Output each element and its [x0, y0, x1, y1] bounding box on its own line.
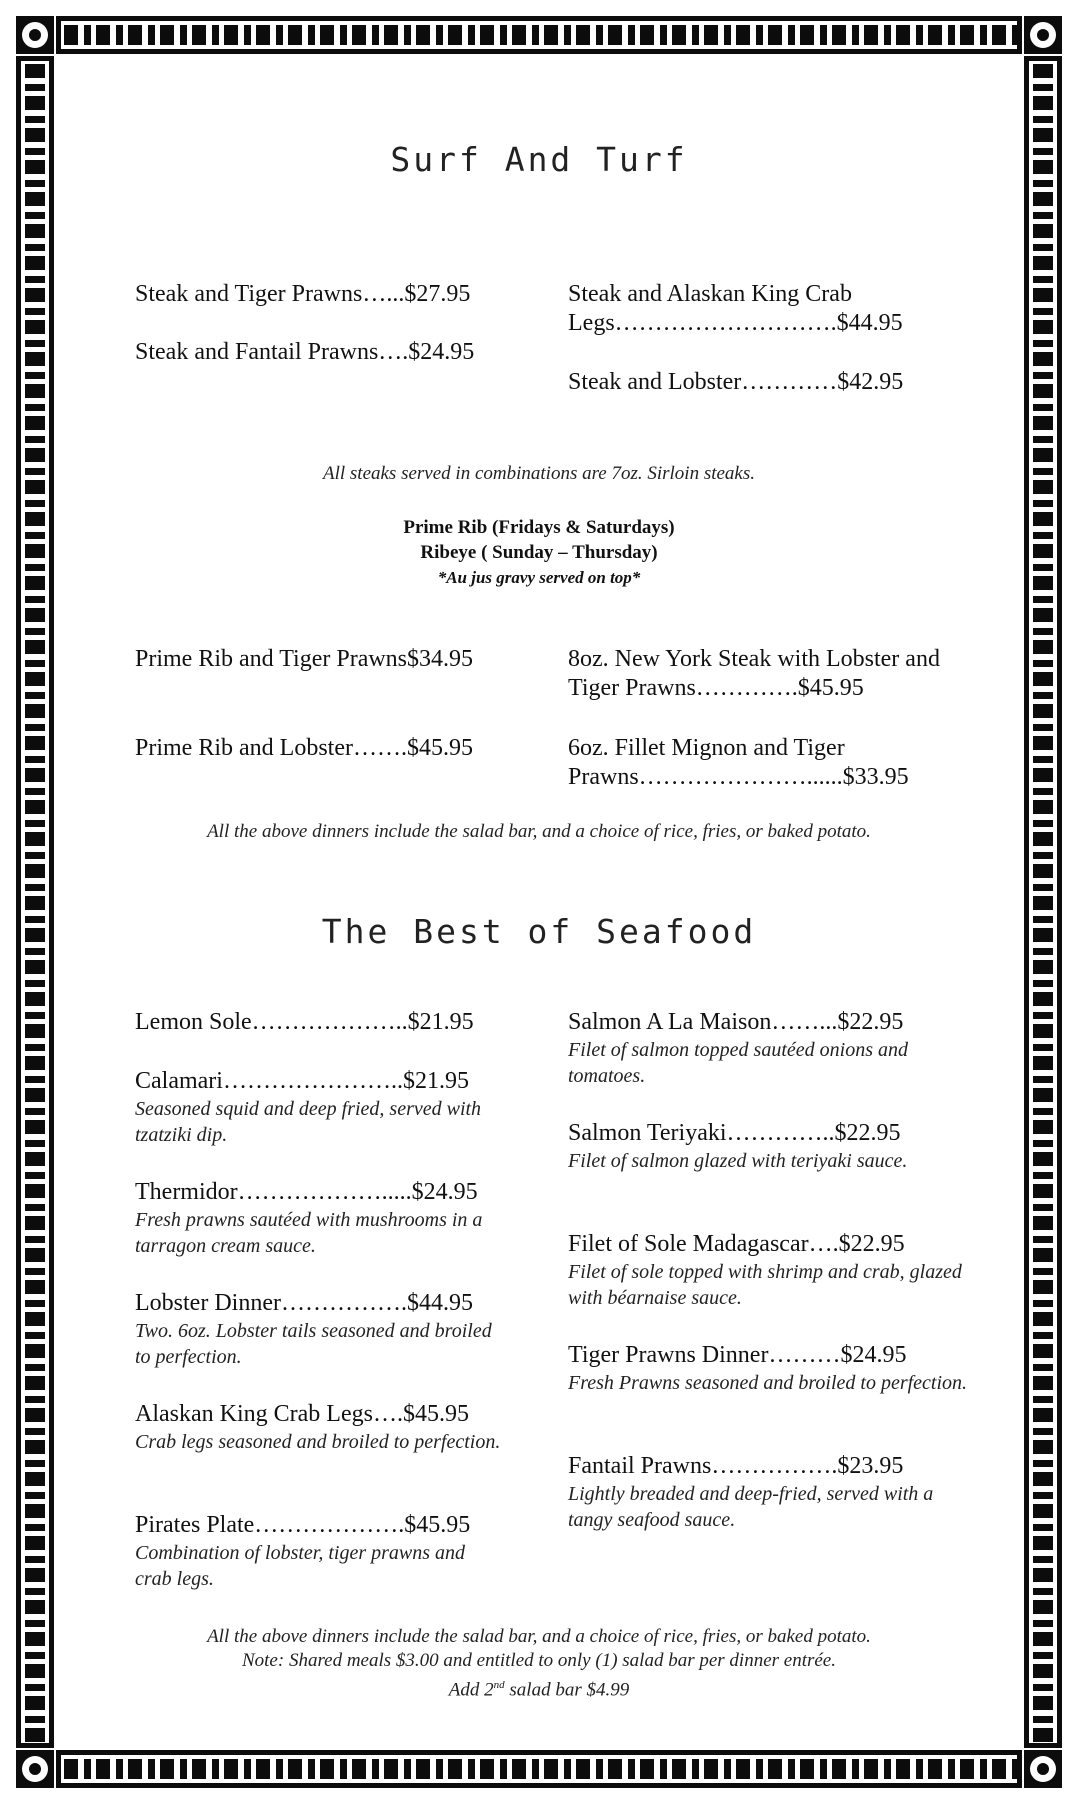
- gravy-note: *Au jus gravy served on top*: [437, 568, 641, 587]
- menu-item: [568, 280, 968, 338]
- item-name-price: Alaskan King Crab Legs….$45.95: [135, 1401, 469, 1427]
- menu-item: [568, 1341, 968, 1396]
- seafood-title: The Best of Seafood: [321, 912, 757, 951]
- item-name-price: Salmon Teriyaki…………..$22.95: [568, 1120, 901, 1146]
- item-description: Seasoned squid and deep fried, served with tzatziki dip.: [135, 1098, 482, 1146]
- shared-meal-note: Note: Shared meals $3.00 and entitled to only (1) salad bar per dinner entrée.: [241, 1650, 836, 1671]
- item-description: Crab legs seasoned and broiled to perfection.: [135, 1431, 501, 1453]
- menu-item: [135, 280, 505, 309]
- menu-item: [568, 645, 968, 703]
- item-description: Lightly breaded and deep-fried, served with a tangy seafood sauce.: [568, 1483, 934, 1531]
- item-name-price: Steak and Lobster…………$42.95: [568, 369, 904, 395]
- menu-item: [568, 1008, 968, 1089]
- item-name-price: 6oz. Fillet Mignon and Tiger Prawns…………………......$33.95: [568, 735, 909, 790]
- second-salad-bar-note: Add 2nd salad bar $4.99: [448, 1679, 630, 1701]
- item-description: Filet of sole topped with shrimp and crab, glazed with béarnaise sauce.: [568, 1261, 962, 1309]
- item-description: Two. 6oz. Lobster tails seasoned and broiled to perfection.: [135, 1320, 492, 1368]
- menu-page: [60, 60, 1018, 1746]
- border-corner-ornament: [16, 1750, 54, 1788]
- item-name-price: Steak and Tiger Prawns…...$27.95: [135, 281, 471, 307]
- item-name-price: Prime Rib and Tiger Prawns$34.95: [135, 646, 474, 672]
- surf-dinner-note: All the above dinners include the salad bar, and a choice of rice, fries, or baked potato.: [207, 821, 871, 842]
- item-description: Combination of lobster, tiger prawns and crab legs.: [135, 1542, 466, 1590]
- menu-item: [135, 1178, 505, 1259]
- item-description: Fresh Prawns seasoned and broiled to perfection.: [568, 1372, 968, 1394]
- item-name-price: Lobster Dinner…………….$44.95: [135, 1290, 473, 1316]
- seafood-dinner-note: All the above dinners include the salad bar, and a choice of rice, fries, or baked potato.: [207, 1626, 871, 1647]
- menu-item: [135, 1008, 505, 1037]
- greek-key-border-right: [1024, 56, 1062, 1748]
- item-name-price: Lemon Sole………………..$21.95: [135, 1009, 474, 1035]
- item-name-price: Steak and Alaskan King Crab Legs……………………….$44.95: [568, 281, 903, 336]
- item-description: Filet of salmon topped sautéed onions and tomatoes.: [568, 1039, 908, 1087]
- border-corner-ornament: [1024, 16, 1062, 54]
- border-corner-ornament: [1024, 1750, 1062, 1788]
- item-name-price: Tiger Prawns Dinner………$24.95: [568, 1342, 907, 1368]
- item-name-price: Steak and Fantail Prawns….$24.95: [135, 339, 475, 365]
- border-corner-ornament: [16, 16, 54, 54]
- item-name-price: Prime Rib and Lobster…….$45.95: [135, 735, 473, 761]
- menu-item: [135, 1289, 505, 1370]
- menu-item: [135, 338, 505, 367]
- menu-item: [568, 1230, 968, 1311]
- item-name-price: Thermidor……………….....$24.95: [135, 1179, 478, 1205]
- greek-key-border-bottom: [56, 1750, 1022, 1788]
- menu-item: [135, 1400, 505, 1455]
- greek-key-border-left: [16, 56, 54, 1748]
- menu-item: [135, 1067, 505, 1148]
- surf-and-turf-title: Surf And Turf: [390, 140, 688, 179]
- item-name-price: Pirates Plate……………….$45.95: [135, 1512, 471, 1538]
- item-name-price: Salmon A La Maison……...$22.95: [568, 1009, 904, 1035]
- menu-item: [568, 1452, 968, 1533]
- item-name-price: Fantail Prawns…………….$23.95: [568, 1453, 904, 1479]
- menu-item: [135, 734, 505, 763]
- prime-rib-days: Prime Rib (Fridays & Saturdays): [403, 517, 675, 538]
- item-name-price: Calamari…………………..$21.95: [135, 1068, 469, 1094]
- item-description: Fresh prawns sautéed with mushrooms in a tarragon cream sauce.: [135, 1209, 483, 1257]
- item-description: Filet of salmon glazed with teriyaki sauce.: [568, 1150, 908, 1172]
- menu-item: [568, 1119, 968, 1174]
- menu-item: [135, 645, 505, 674]
- menu-item: [135, 1511, 505, 1592]
- greek-key-border-top: [56, 16, 1022, 54]
- steak-note: All steaks served in combinations are 7oz. Sirloin steaks.: [322, 463, 756, 484]
- item-name-price: 8oz. New York Steak with Lobster and Tiger Prawns………….$45.95: [568, 646, 940, 701]
- menu-item: [568, 734, 968, 792]
- item-name-price: Filet of Sole Madagascar….$22.95: [568, 1231, 905, 1257]
- ribeye-days: Ribeye ( Sunday – Thursday): [420, 542, 658, 563]
- menu-item: [568, 368, 968, 397]
